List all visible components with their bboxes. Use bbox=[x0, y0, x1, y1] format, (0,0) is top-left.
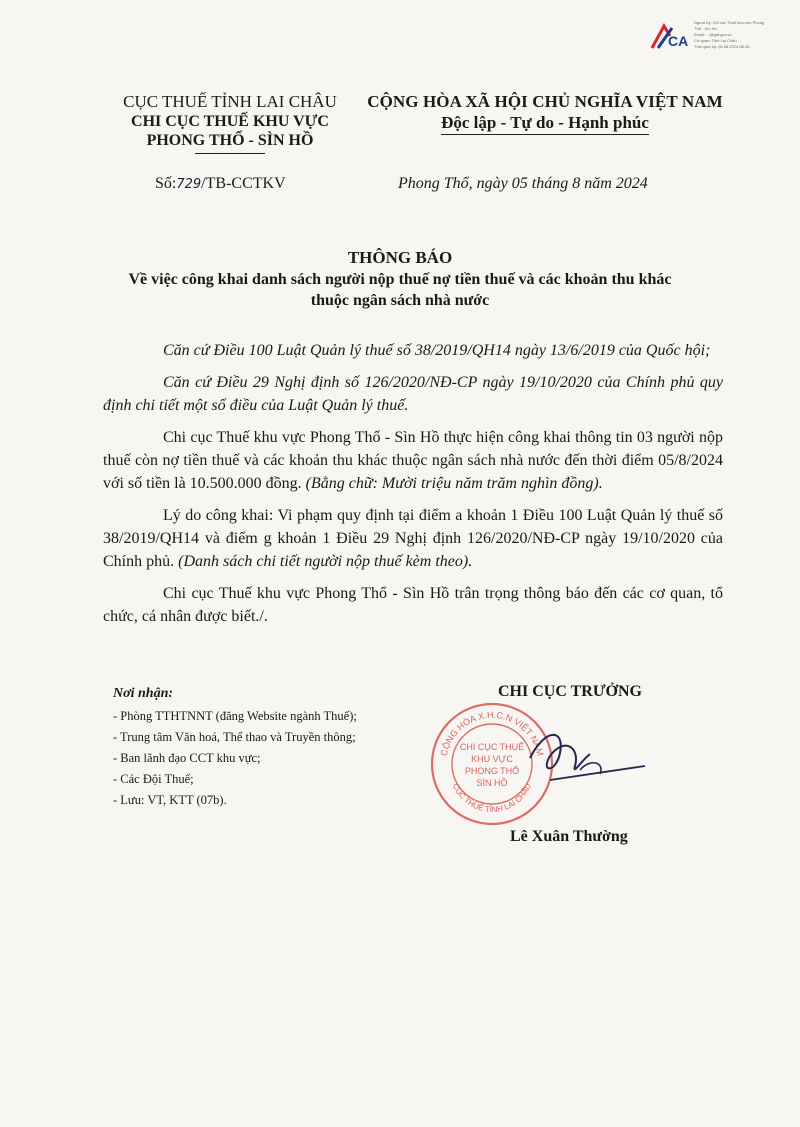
fine-print-line: Cơ quan: Tỉnh Lai Châu bbox=[694, 38, 737, 43]
list-item: - Các Đội Thuế; bbox=[113, 772, 194, 786]
seal-center-line: SÌN HỒ bbox=[476, 778, 508, 788]
signer-block bbox=[440, 683, 700, 701]
attached-list-note: (Danh sách chi tiết người nộp thuế kèm theo). bbox=[178, 553, 473, 570]
recipients-block bbox=[113, 685, 433, 811]
fine-print-line: Thổ - Sìn Hồ bbox=[694, 26, 717, 31]
list-item: - Lưu: VT, KTT (07b). bbox=[113, 793, 227, 807]
legal-basis-1: Căn cứ Điều 100 Luật Quản lý thuế số 38/2019/QH14 ngày 13/6/2019 của Quốc hội; bbox=[163, 342, 711, 359]
seal-center-line: KHU VỰC bbox=[471, 754, 513, 764]
fine-print-line: Email: ...@gdt.gov.vn bbox=[694, 32, 732, 37]
nation-header bbox=[360, 92, 730, 135]
logo-fine-print bbox=[694, 20, 790, 50]
title-subtitle: Về việc công khai danh sách người nộp thuế nợ tiền thuế và các khoản thu khác thuộc ngân sách nhà nước bbox=[128, 271, 672, 309]
amount-in-words: (Bằng chữ: Mười triệu năm trăm nghìn đồng). bbox=[305, 475, 603, 492]
paragraph-reason bbox=[103, 504, 723, 573]
doc-number-prefix: Số: bbox=[155, 175, 177, 192]
agency-header bbox=[100, 92, 360, 154]
signer-name: Lê Xuân Thường bbox=[510, 828, 628, 845]
doc-number-suffix: /TB-CCTKV bbox=[201, 175, 286, 192]
agency-underline bbox=[195, 153, 265, 154]
document-number bbox=[155, 175, 286, 193]
digital-signature-logo bbox=[650, 18, 790, 60]
recipients-list bbox=[113, 706, 433, 811]
place-and-date: Phong Thổ, ngày 05 tháng 8 năm 2024 bbox=[398, 175, 648, 192]
title-main: THÔNG BÁO bbox=[347, 248, 453, 267]
signer-role: CHI CỤC TRƯỞNG bbox=[497, 683, 642, 700]
agency-line-1: CỤC THUẾ TỈNH LAI CHÂU bbox=[123, 92, 337, 111]
national-motto: Độc lập - Tự do - Hạnh phúc bbox=[441, 112, 649, 135]
list-item: - Ban lãnh đạo CCT khu vực; bbox=[113, 751, 261, 765]
doc-number-handwritten: 729 bbox=[176, 177, 202, 192]
fine-print-line: Người ký: Chi cục Thuế khu vực Phong bbox=[694, 20, 765, 25]
list-item: - Phòng TTHTNNT (đăng Website ngành Thuế); bbox=[113, 709, 357, 723]
nation-name: CỘNG HÒA XÃ HỘI CHỦ NGHĨA VIỆT NAM bbox=[367, 92, 723, 111]
handwritten-signature-icon bbox=[520, 718, 650, 798]
seal-center-line: PHONG THỔ bbox=[464, 766, 520, 776]
ca-logo-icon bbox=[650, 22, 690, 52]
fine-print-line: Thời gian ký: 05.08.2024 08:16 bbox=[694, 44, 750, 49]
seal-ring-bottom: CỤC THUẾ TỈNH LAI CHÂU bbox=[450, 782, 534, 815]
list-item: - Trung tâm Văn hoá, Thể thao và Truyền thông; bbox=[113, 730, 356, 744]
seal-ring-top: CỘNG HÒA X.H.C.N VIỆT NAM bbox=[438, 709, 546, 757]
document-title bbox=[100, 247, 700, 311]
document-body bbox=[103, 339, 723, 637]
agency-line-3: PHONG THỔ - SÌN HỒ bbox=[146, 132, 314, 149]
recipients-heading: Nơi nhận: bbox=[113, 686, 174, 701]
paragraph-disclosure-text: Chi cục Thuế khu vực Phong Thổ - Sìn Hồ thực hiện công khai thông tin 03 người nộp thuế còn nợ tiền thuế và các khoản thu khác thuộc ngân sách nhà nước đến thời điểm 05/8/2024 với số tiền là 10.500.000 đồng. bbox=[103, 429, 723, 492]
paragraph-disclosure bbox=[103, 426, 723, 495]
paragraph-reason-text: Lý do công khai: Vi phạm quy định tại điểm a khoản 1 Điều 100 Luật Quản lý thuế số 38/2019/QH14 và điểm g khoản 1 Điều 29 Nghị định 126/2020/NĐ-CP ngày 19/10/2020 của Chính phủ. bbox=[103, 507, 723, 570]
paragraph-closing: Chi cục Thuế khu vực Phong Thổ - Sìn Hồ trân trọng thông báo đến các cơ quan, tổ chức, cá nhân được biết./. bbox=[103, 585, 723, 625]
agency-line-2: CHI CỤC THUẾ KHU VỰC bbox=[131, 113, 329, 130]
legal-basis-2: Căn cứ Điều 29 Nghị định số 126/2020/NĐ-CP ngày 19/10/2020 của Chính phủ quy định chi tiết một số điều của Luật Quản lý thuế. bbox=[103, 374, 723, 414]
seal-center-line: CHI CỤC THUẾ bbox=[459, 742, 525, 752]
logo-brand-text: CA bbox=[668, 33, 689, 49]
